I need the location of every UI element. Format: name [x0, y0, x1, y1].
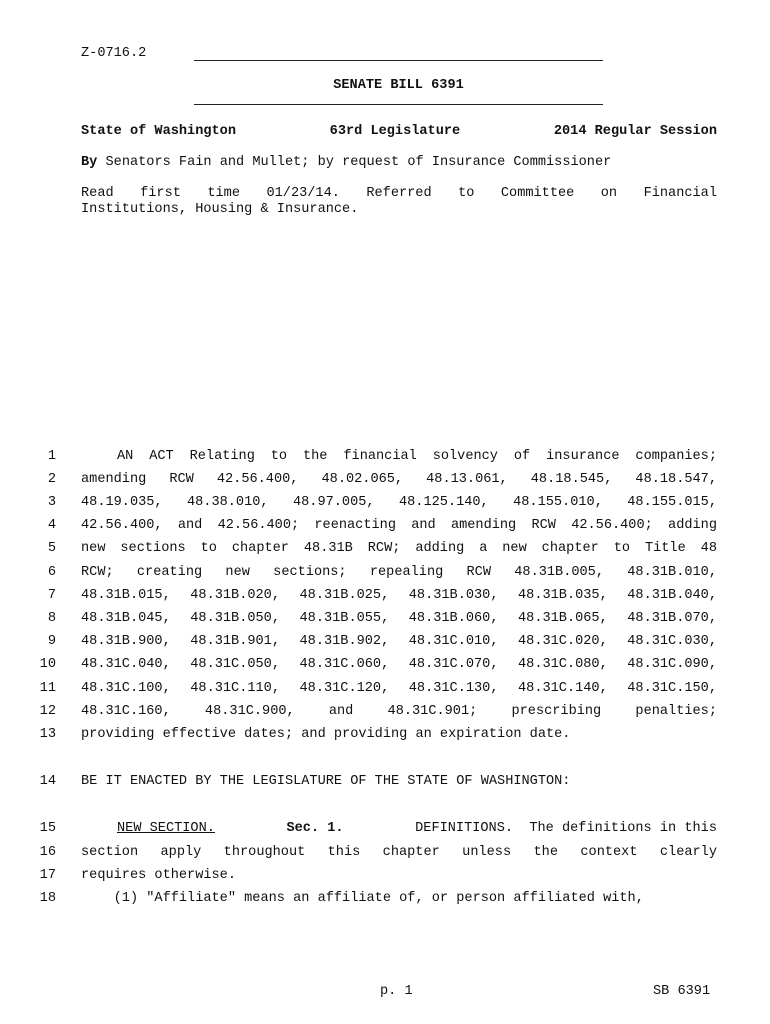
bill-text-line: amending RCW 42.56.400, 48.02.065, 48.13.061, 48.18.545, 48.18.547, — [81, 472, 717, 487]
line-number: 13 — [39, 727, 56, 742]
bill-text-line: 48.19.035, 48.38.010, 48.97.005, 48.125.140, 48.155.010, 48.155.015, — [81, 495, 717, 510]
bill-text-line: 48.31C.160, 48.31C.900, and 48.31C.901; prescribing penalties; — [81, 704, 717, 719]
line-number: 6 — [47, 565, 56, 580]
line-number: 11 — [39, 681, 56, 696]
line-number: 5 — [47, 541, 56, 556]
line-number: 7 — [47, 588, 56, 603]
section-1-heading-text: DEFINITIONS. The definitions in this — [415, 821, 717, 836]
line-number: 3 — [47, 495, 56, 510]
line-number: 18 — [39, 891, 56, 906]
top-rule — [194, 60, 603, 61]
sponsors-text: Senators Fain and Mullet; by request of Insurance Commissioner — [105, 155, 612, 170]
line-number: 14 — [39, 774, 56, 789]
bill-text-line: 42.56.400, and 42.56.400; reenacting and amending RCW 42.56.400; adding — [81, 518, 717, 533]
sponsors-line — [81, 155, 611, 170]
bill-reference: SB 6391 — [653, 984, 711, 999]
line-number: 8 — [47, 611, 56, 626]
new-section-label: NEW SECTION. — [117, 821, 215, 836]
line-number: 10 — [39, 657, 56, 672]
title-rule — [194, 104, 603, 105]
line-number: 1 — [47, 449, 56, 464]
bill-text-line: BE IT ENACTED BY THE LEGISLATURE OF THE STATE OF WASHINGTON: — [81, 774, 571, 789]
read-line-1: Read first time 01/23/14. Referred to Committee on Financial — [81, 186, 717, 201]
bill-text-line: 48.31B.015, 48.31B.020, 48.31B.025, 48.31B.030, 48.31B.035, 48.31B.040, — [81, 588, 717, 603]
line-number: 9 — [47, 634, 56, 649]
section-1-heading-line — [81, 821, 717, 836]
bill-text-line: section apply throughout this chapter unless the context clearly — [81, 845, 717, 860]
line-number: 4 — [47, 518, 56, 533]
bill-text-line: requires otherwise. — [81, 868, 236, 883]
document-code: Z-0716.2 — [81, 46, 147, 61]
page-number: p. 1 — [380, 984, 413, 999]
bill-text-line: 48.31B.900, 48.31B.901, 48.31B.902, 48.31C.010, 48.31C.020, 48.31C.030, — [81, 634, 717, 649]
line-number: 16 — [39, 845, 56, 860]
state-label: State of Washington — [81, 124, 236, 139]
bill-title: SENATE BILL 6391 — [333, 78, 464, 93]
by-label: By — [81, 155, 98, 170]
line-number: 15 — [39, 821, 56, 836]
bill-text-line: new sections to chapter 48.31B RCW; adding a new chapter to Title 48 — [81, 541, 717, 556]
line-number: 12 — [39, 704, 56, 719]
section-number: Sec. 1. — [286, 821, 344, 836]
bill-text-line: 48.31B.045, 48.31B.050, 48.31B.055, 48.31B.060, 48.31B.065, 48.31B.070, — [81, 611, 717, 626]
session-label: 2014 Regular Session — [553, 124, 717, 139]
line-number: 2 — [47, 472, 56, 487]
line-number: 17 — [39, 868, 56, 883]
bill-text-line: 48.31C.100, 48.31C.110, 48.31C.120, 48.31C.130, 48.31C.140, 48.31C.150, — [81, 681, 717, 696]
bill-text-line: (1) "Affiliate" means an affiliate of, or person affiliated with, — [81, 891, 644, 906]
legislature-label: 63rd Legislature — [329, 124, 461, 139]
bill-text-line: AN ACT Relating to the financial solvency of insurance companies; — [117, 449, 717, 464]
bill-text-line: RCW; creating new sections; repealing RCW 48.31B.005, 48.31B.010, — [81, 565, 717, 580]
bill-text-line: providing effective dates; and providing an expiration date. — [81, 727, 571, 742]
bill-text-line: 48.31C.040, 48.31C.050, 48.31C.060, 48.31C.070, 48.31C.080, 48.31C.090, — [81, 657, 717, 672]
read-line-2: Institutions, Housing & Insurance. — [81, 202, 359, 217]
session-header-row — [81, 124, 717, 139]
